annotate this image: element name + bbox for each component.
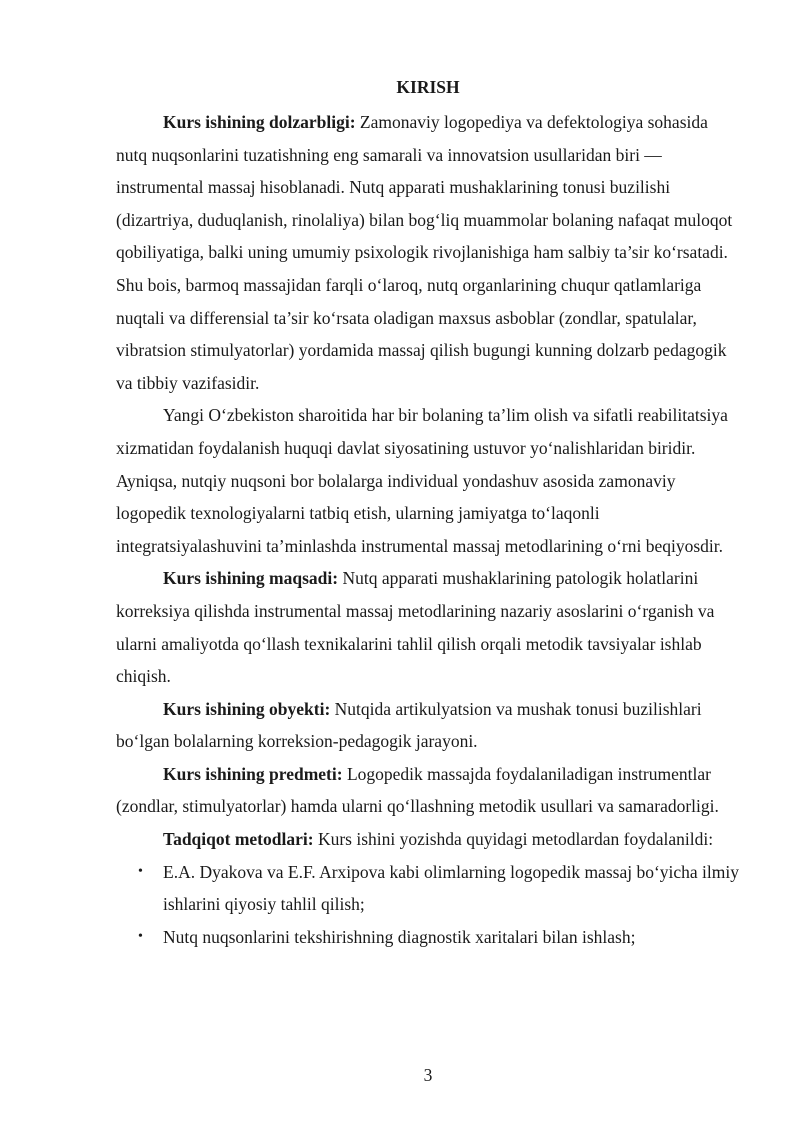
bullet-icon: • <box>138 928 143 944</box>
list-item <box>116 856 742 921</box>
list-item-text: E.A. Dyakova va E.F. Arxipova kabi olimlarning logopedik massaj bo‘yicha ilmiy ishlarini qiyosiy tahlil qilish; <box>163 861 739 915</box>
paragraph-label: Kurs ishining dolzarbligi: <box>163 112 356 132</box>
paragraph-text: Nutqida artikulyatsion va mushak tonusi buzilishlari bo‘lgan bolalarning korreksion-pedagogik jarayoni. <box>116 698 702 752</box>
methods-list <box>116 856 742 954</box>
paragraph-label: Kurs ishining maqsadi: <box>163 568 339 589</box>
list-item-text: Nutq nuqsonlarini tekshirishning diagnostik xaritalari bilan ishlash; <box>163 926 636 947</box>
paragraph-text: Zamonaviy logopediya va defektologiya sohasida nutq nuqsonlarini tuzatishning eng samarali va innovatsion usullaridan biri — instrumental massaj hisoblanadi. Nutq apparati mushaklarining tonusi buzilishi (dizartriya, duduqlanish, rinolaliya) bilan bog‘liq muammolar bolaning nafaqat muloqot qobiliyatiga, balki uning umumiy psixologik rivojlanishiga ham salbiy ta’sir ko‘rsatadi. Shu bois, barmoq massajidan farqli o‘laroq, nutq organlarining chuqur qatlamlariga nuqtali va differensial ta’sir ko‘rsata oladigan maxsus asboblar (zondlar, spatulalar, vibratsion stimulyatorlar) yordamida massaj qilish bugungi kunning dolzarb pedagogik va tibbiy vazifasidir. <box>116 112 733 393</box>
list-item <box>116 921 742 954</box>
section-title: KIRISH <box>396 77 460 97</box>
page-number: 3 <box>423 1065 433 1085</box>
paragraph-relevance <box>116 106 742 399</box>
body-text <box>116 106 742 953</box>
paragraph-context <box>116 399 742 562</box>
paragraph-goal <box>116 562 742 692</box>
paragraph-text: Logopedik massajda foydalaniladigan instrumentlar (zondlar, stimulyatorlar) hamda ularni qo‘llashning metodik usullari va samaradorligi. <box>116 763 719 817</box>
bullet-icon: • <box>138 863 143 879</box>
paragraph-subject <box>116 758 742 823</box>
paragraph-label: Tadqiqot metodlari: <box>163 829 314 850</box>
paragraph-text: Yangi O‘zbekiston sharoitida har bir bolaning ta’lim olish va sifatli reabilitatsiya xizmatidan foydalanish huquqi davlat siyosatining ustuvor yo‘nalishlaridan biridir. Ayniqsa, nutqiy nuqsoni bor bolalarga individual yondashuv asosida zamonaviy logopedik texnologiyalarni tatbiq etish, ularning jamiyatga to‘laqonli integratsiyalashuvini ta’minlashda instrumental massaj metodlarining o‘rni beqiyosdir. <box>116 405 728 556</box>
paragraph-label: Kurs ishining predmeti: <box>163 763 343 784</box>
paragraph-label: Kurs ishining obyekti: <box>163 698 331 719</box>
paragraph-methods <box>116 823 742 856</box>
paragraph-text: Kurs ishini yozishda quyidagi metodlardan foydalanildi: <box>313 829 714 850</box>
paragraph-text: Nutq apparati mushaklarining patologik holatlarini korreksiya qilishda instrumental massaj metodlarining nazariy asoslarini o‘rganish va ularni amaliyotda qo‘llash texnikalarini tahlil qilish orqali metodik tavsiyalar ishlab chiqish. <box>116 568 715 687</box>
paragraph-object <box>116 693 742 758</box>
